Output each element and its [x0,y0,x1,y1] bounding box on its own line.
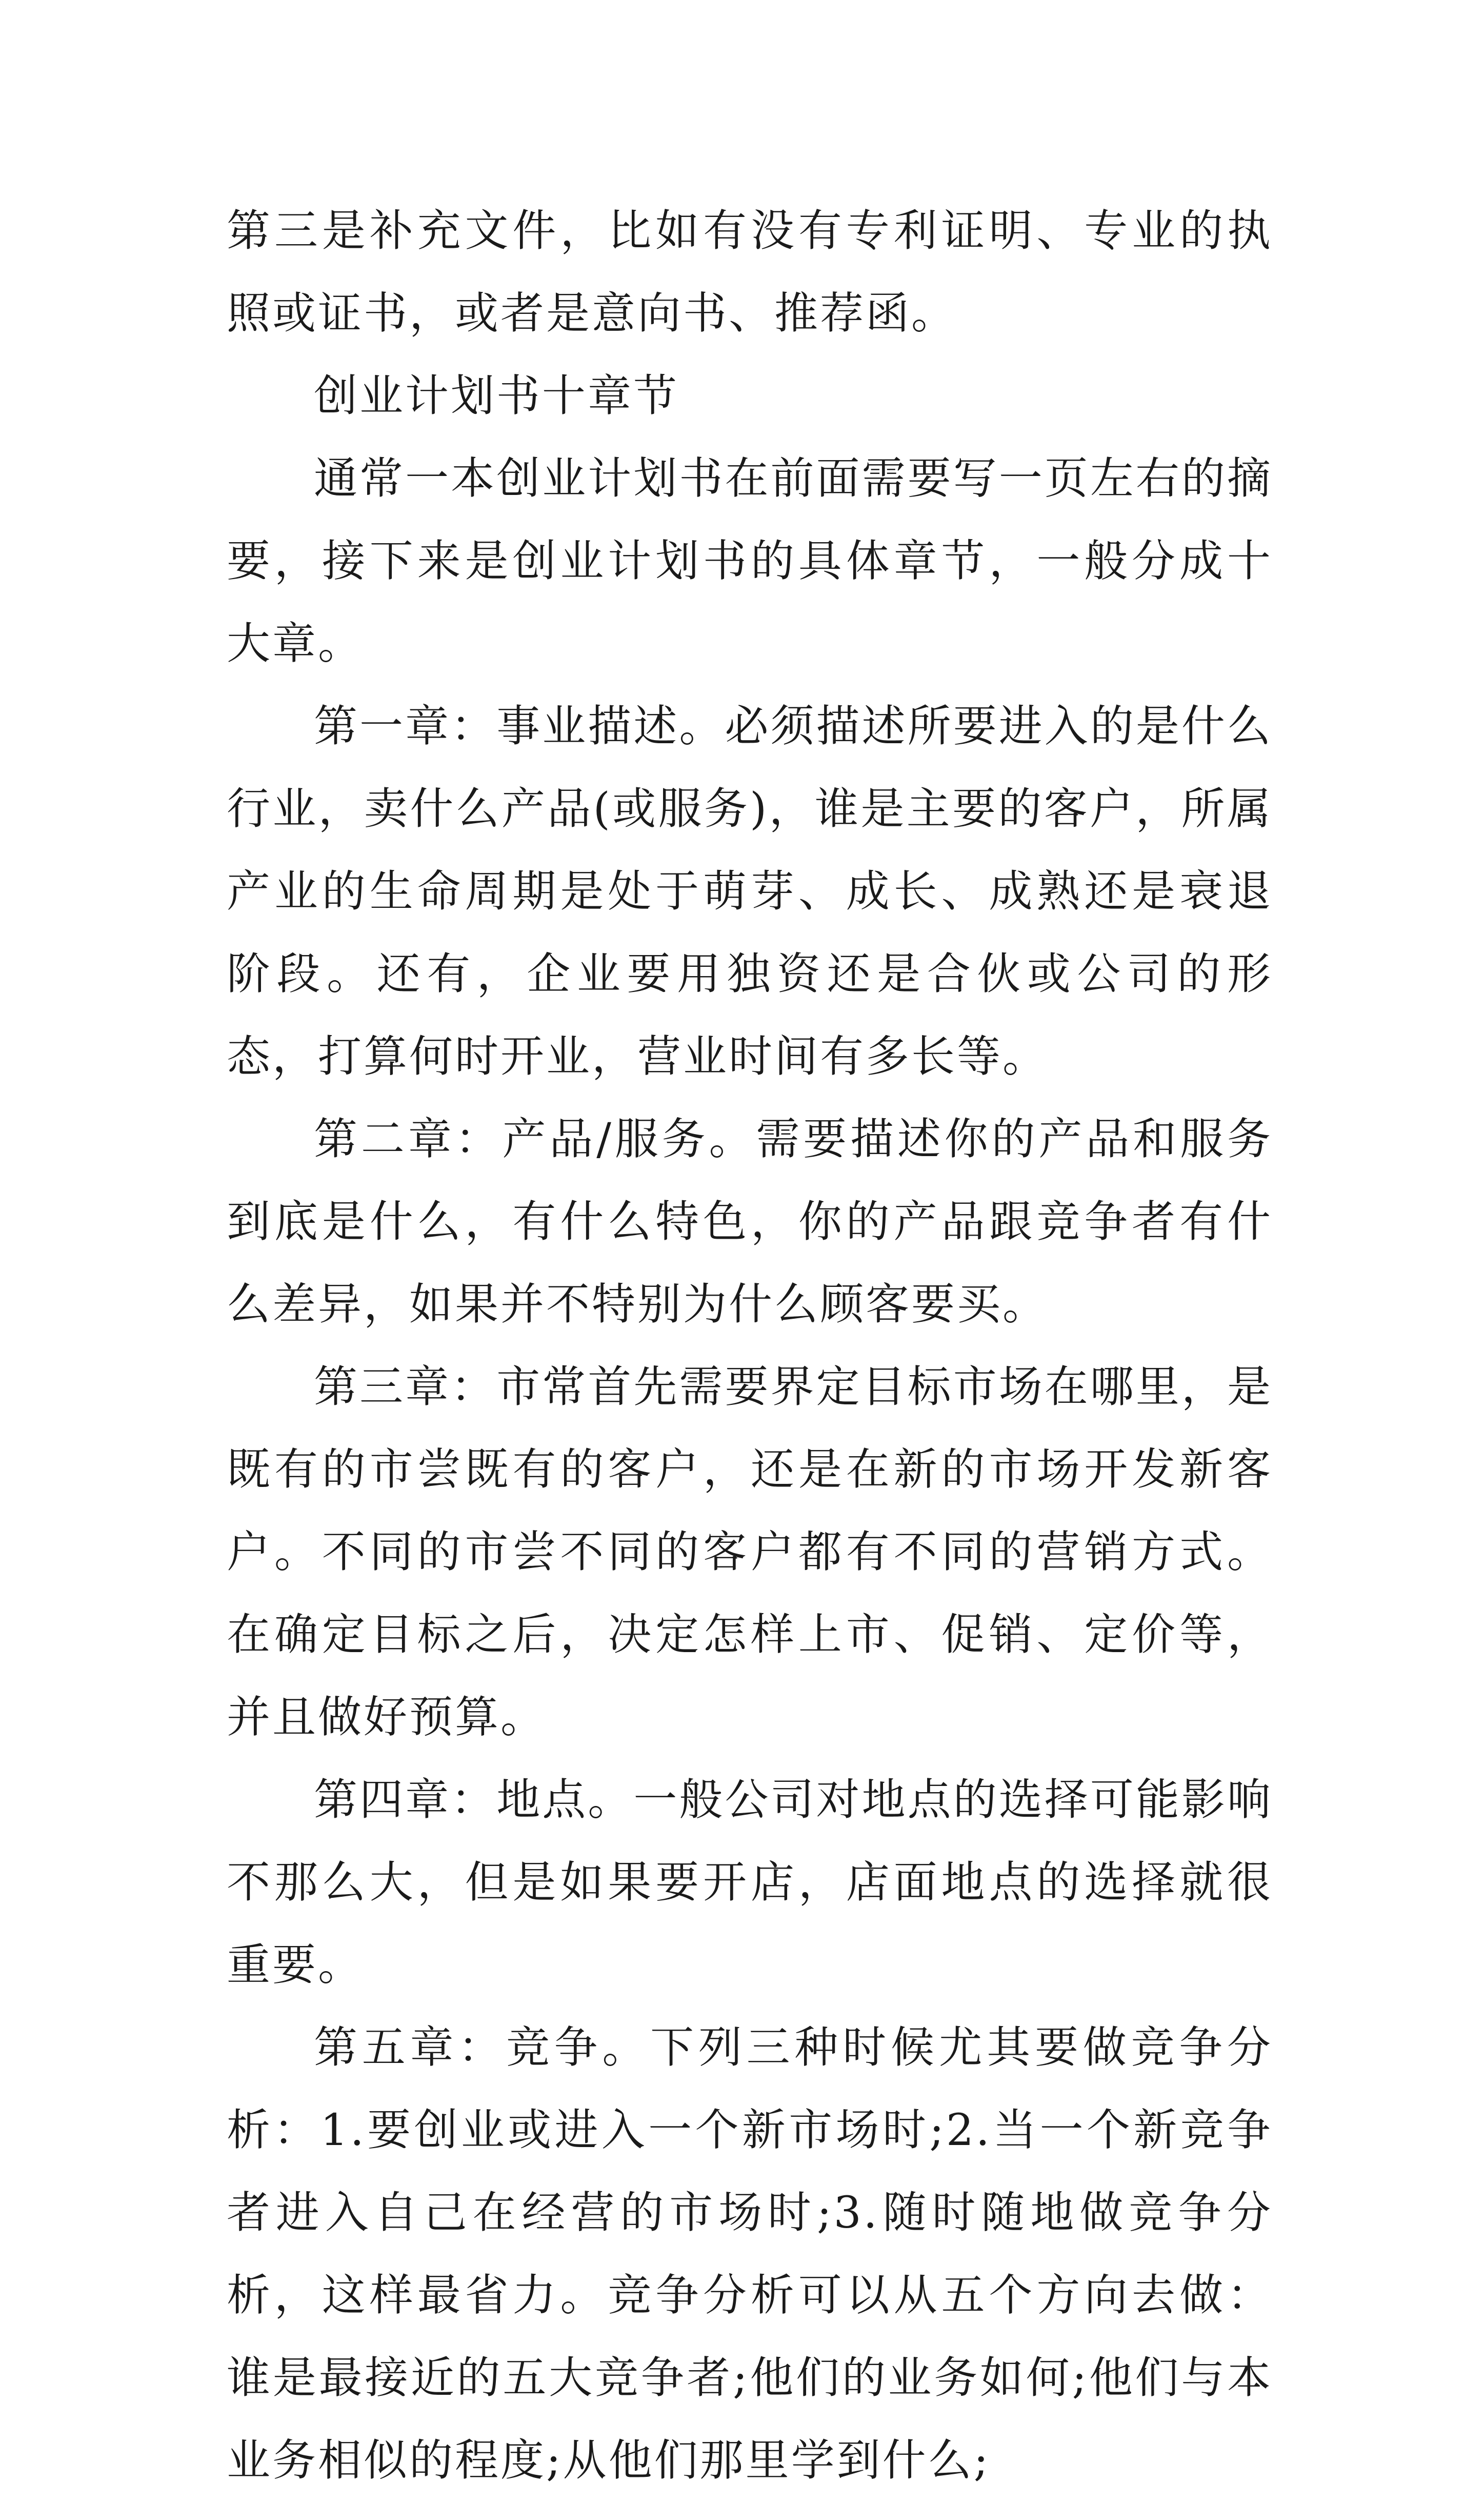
paragraph-chapter-5: 第五章：竞争。下列三种时候尤其要做竞争分析：1.要创业或进入一个新市场时;2.当一个新竞争者进入自己在经营的市场时;3.随时随地做竞争分析，这样最省力。竞争分析可以从五个方向去做：谁是最接近的五大竞争者;他们的业务如何;他们与本业务相似的程度;从他们那里学到什么; [227,2022,1273,2486]
paragraph-summary-intro: 通常一本创业计划书在前面需要写一页左右的摘要，接下来是创业计划书的具体章节，一般分成十大章。 [227,453,1273,669]
paragraph-supplementary-documents: 第三是补充文件，比如有没有专利证明、专业的执照或证书，或者是意向书、推荐函。 [227,206,1273,339]
document-body [227,190,1273,2502]
paragraph-chapter-4: 第四章：地点。一般公司对地点的选择可能影响不那么大，但是如果要开店，店面地点的选择就很重要。 [227,1775,1273,1991]
paragraph-chapter-2: 第二章：产品/服务。需要描述你的产品和服务到底是什么，有什么特色，你的产品跟竞争者有什么差异，如果并不特别为什么顾客要买。 [227,1114,1273,1330]
paragraph-chapter-3: 第三章：市常首先需要界定目标市场在哪里，是既有的市尝既有的客户，还是在新的市场开发新客户。不同的市尝不同的客户都有不同的营销方式。在确定目标之后，决定怎样上市、促销、定价等，并且做好预算。 [227,1362,1273,1743]
paragraph-chapter-1: 第一章：事业描述。必须描述所要进入的是什么行业，卖什么产品(或服务)，谁是主要的客户，所属产业的生命周期是处于萌芽、成长、成熟还是衰退阶段。还有，企业要用独资还是合伙或公司的形态，打算何时开业，营业时间有多长等。 [227,701,1273,1082]
section-heading-ten-chapters: 创业计划书十章节 [314,371,679,422]
